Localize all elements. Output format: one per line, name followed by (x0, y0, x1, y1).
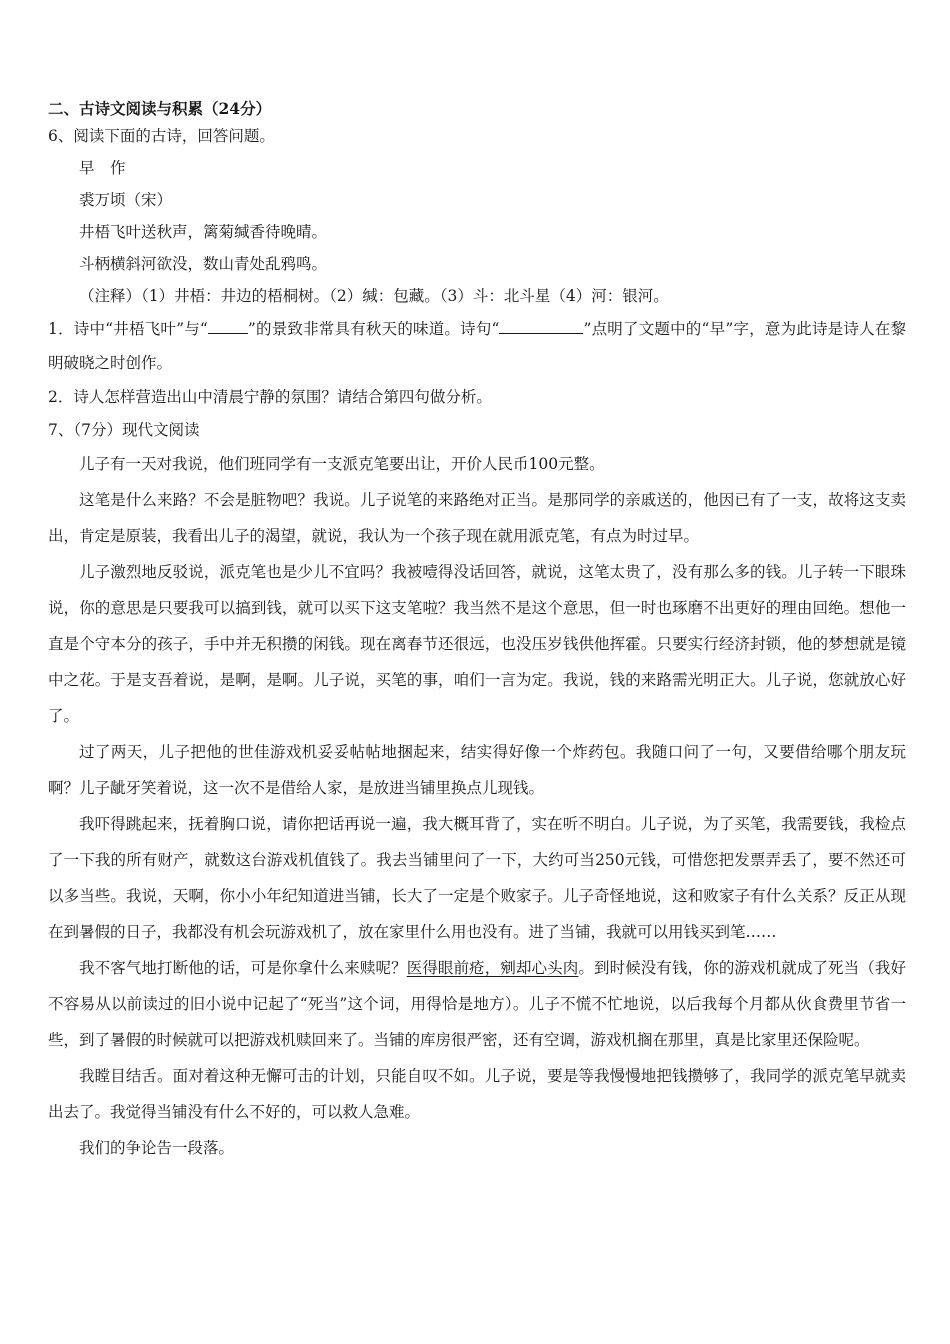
passage-paragraph-2: 这笔是什么来路？不会是脏物吧？我说。儿子说笔的来路绝对正当。是那同学的亲戚送的，他因已有了一支，故将这支卖出，肯定是原装，我看出儿子的渴望，就说，我认为一个孩子现在就用派克笔，有点为时过早。 (48, 491, 906, 545)
sub-question-1 (48, 312, 906, 380)
passage-paragraph-7: 我瞠目结舌。面对着这种无懈可击的计划，只能自叹不如。儿子说，要是等我慢慢地把钱攒够了，我同学的派克笔早就卖出去了。我觉得当铺没有什么不好的，可以救人急难。 (48, 1067, 906, 1121)
answer-blank-1[interactable] (208, 317, 248, 334)
passage-paragraph-8: 我们的争论告一段落。 (79, 1139, 235, 1157)
passage-paragraph-5: 我吓得跳起来，抚着胸口说，请你把话再说一遍，我大概耳背了，实在听不明白。儿子说，为了买笔，我需要钱，我检点了一下我的所有财产，就数这台游戏机值钱了。我去当铺里问了一下，大约可当250元钱，可惜您把发票弄丢了，要不然还可以多当些。我说，天啊，你小小年纪知道进当铺，长大了一定是个败家子。儿子奇怪地说，这和败家子有什么关系？反正从现在到暑假的日子，我都没有机会玩游戏机了，放在家里什么用也没有。进了当铺，我就可以用钱买到笔…… (48, 815, 906, 941)
sub-question-2: 2．诗人怎样营造出山中清晨宁静的氛围？请结合第四句做分析。 (48, 388, 492, 406)
poem-line-2: 斗柄横斜河欲没，数山青处乱鸦鸣。 (79, 255, 328, 273)
poem-author: 裘万顷（宋） (79, 191, 173, 209)
passage-paragraph-1: 儿子有一天对我说，他们班同学有一支派克笔要出让，开价人民币100元整。 (79, 455, 605, 473)
passage-paragraph-6 (48, 950, 906, 1058)
sub-question-1-part-a: 1．诗中“井梧飞叶”与“ (48, 320, 208, 338)
paragraph-6-part-a: 我不客气地打断他的话，可是你拿什么来赎呢？ (79, 959, 407, 977)
sub-question-1-part-c: ”点明了文题中的“早”字，意为此诗是诗人在黎明破晓之时创作。 (48, 320, 906, 372)
question-6-prompt: 6、阅读下面的古诗，回答问题。 (48, 127, 275, 145)
passage-paragraph-3: 儿子激烈地反驳说，派克笔也是少儿不宜吗？我被噎得没话回答，就说，这笔太贵了，没有那么多的钱。儿子转一下眼珠说，你的意思是只要我可以搞到钱，就可以买下这支笔啦？我当然不是这个意思，但一时也琢磨不出更好的理由回绝。想他一直是个守本分的孩子，手中并无积攒的闲钱。现在离春节还很远，也没压岁钱供他挥霍。只要实行经济封锁，他的梦想就是镜中之花。于是支吾着说，是啊，是啊。儿子说，买笔的事，咱们一言为定。我说，钱的来路需光明正大。儿子说，您就放心好了。 (48, 563, 906, 725)
poem-line-1: 井梧飞叶送秋声，篱菊缄香待晚晴。 (79, 223, 328, 241)
section-heading: 二、古诗文阅读与积累（24分） (48, 99, 272, 118)
poem-title: 早 作 (79, 159, 126, 177)
passage-paragraph-4: 过了两天，儿子把他的世佳游戏机妥妥帖帖地捆起来，结实得好像一个炸药包。我随口问了一句，又要借给哪个朋友玩啊？儿子龇牙笑着说，这一次不是借给人家，是放进当铺里换点儿现钱。 (48, 743, 906, 797)
document-page (48, 98, 906, 1166)
sub-question-1-part-b: ”的景致非常具有秋天的味道。诗句“ (247, 320, 500, 338)
answer-blank-2[interactable] (499, 317, 583, 334)
poem-annotation: （注释）（1）井梧：井边的梧桐树。（2）缄：包藏。（3）斗：北斗星（4）河：银河。 (79, 287, 669, 305)
paragraph-6-part-b: 。到时候没有钱，你的游戏机就成了死当（我好不容易从以前读过的旧小说中记起了“死当”这个词，用得恰是地方）。儿子不慌不忙地说，以后我每个月都从伙食费里节省一些，到了暑假的时候就可以把游戏机赎回来了。当铺的库房很严密，还有空调，游戏机搁在那里，真是比家里还保险呢。 (48, 959, 906, 1049)
underlined-phrase: 医得眼前疮，剜却心头肉 (406, 959, 579, 977)
question-7-prompt: 7、（7分）现代文阅读 (48, 421, 200, 439)
